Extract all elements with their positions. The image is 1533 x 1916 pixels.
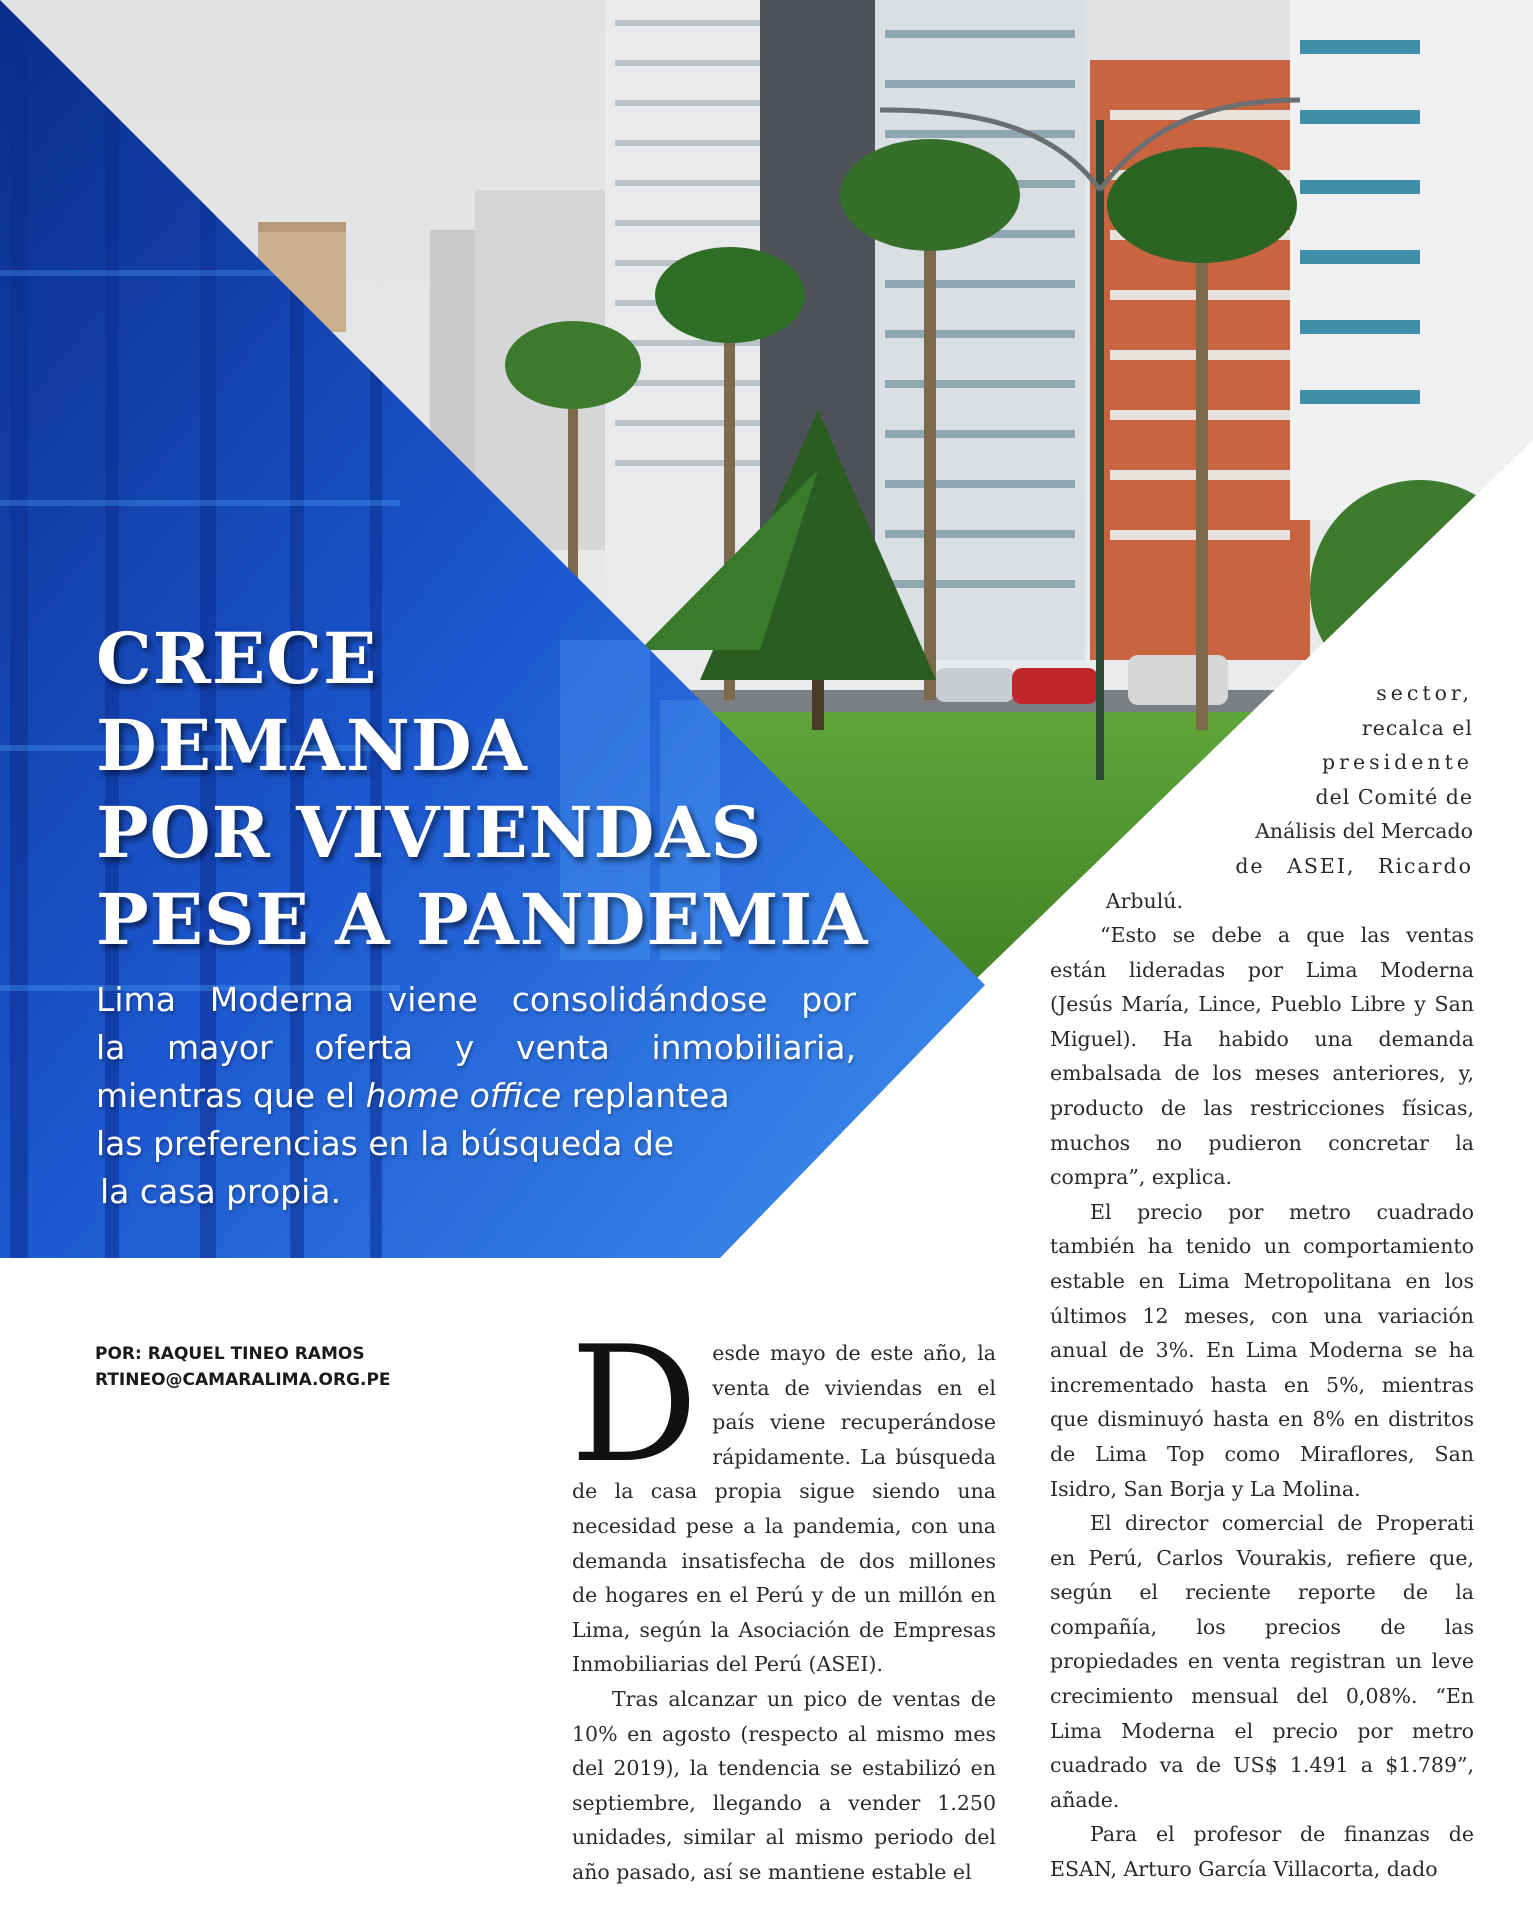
article-column-middle <box>570 1311 996 1890</box>
subtitle-line: Lima Moderna viene consolidándose por <box>96 980 856 1019</box>
diagonal-line: Análisis del Mercado <box>1255 819 1473 844</box>
paragraph: “Esto se debe a que las ventas están lideradas por Lima Moderna (Jesús María, Lince, Pueblo Libre y San Miguel). Ha habido una demanda embalsada de los meses anteriores, y, producto de las restricciones físicas, muchos no pudieron concretar la compra”, explica. <box>1050 923 1474 1190</box>
author-name: POR: RAQUEL TINEO RAMOS <box>95 1344 365 1364</box>
headline-line: CRECE <box>96 617 378 700</box>
paragraph: Para el profesor de finanzas de ESAN, Arturo García Villacorta, dado <box>1050 1822 1474 1882</box>
paragraph: El director comercial de Properati en Perú, Carlos Vourakis, refiere que, según el reciente reporte de la compañía, los precios de las propiedades en venta registran un leve crecimiento mensual del 0,08%. “En Lima Moderna el precio por metro cuadrado va de US$ 1.491 a $1.789”, añade. <box>1050 1511 1474 1812</box>
headline-line: POR VIVIENDAS <box>96 791 763 874</box>
subtitle-line: las preferencias en la búsqueda de <box>96 1124 675 1163</box>
headline-line: DEMANDA <box>96 704 528 787</box>
diagonal-line: recalca el <box>1361 715 1473 740</box>
byline <box>95 1341 391 1393</box>
author-email: RTINEO@CAMARALIMA.ORG.PE <box>95 1370 391 1390</box>
subtitle-line: la mayor oferta y venta inmobiliaria, <box>96 1028 856 1067</box>
headline-line: PESE A PANDEMIA <box>96 878 869 961</box>
drop-cap: D <box>570 1311 699 1498</box>
paragraph: Tras alcanzar un pico de ventas de 10% en agosto (respecto al mismo mes del 2019), la tendencia se estabilizó en septiembre, llegando a vender 1.250 unidades, similar al mismo periodo del año pasado, así se mantiene estable el <box>572 1686 996 1884</box>
diagonal-line: presidente <box>1322 750 1473 775</box>
subtitle-line: mientras que el home office replantea <box>96 1076 730 1115</box>
subtitle-line: la casa propia. <box>100 1172 341 1211</box>
paragraph: Desde mayo de este año, la venta de viviendas en el país viene recuperándose rápidamente. La búsqueda de la casa propia sigue siendo una necesidad pese a la pandemia, con una demanda insatisfecha de dos millones de hogares en el Perú y de un millón en Lima, según la Asociación de Empresas Inmobiliarias del Perú (ASEI). <box>570 1311 996 1677</box>
diagonal-line: del Comité de <box>1315 784 1473 809</box>
subtitle-italic: home office <box>365 1076 562 1115</box>
diagonal-line: sector, <box>1376 681 1473 705</box>
subtitle <box>96 976 856 1216</box>
diagonal-line: de ASEI, Ricardo <box>1235 853 1473 878</box>
diagonal-line: Arbulú. <box>1105 888 1183 913</box>
paragraph: El precio por metro cuadrado también ha tenido un comportamiento estable en Lima Metropolitana en los últimos 12 meses, con una variación anual de 3%. En Lima Moderna se ha incrementado hasta en 5%, mientras que disminuyó hasta en 8% en distritos de Lima Top como Miraflores, San Isidro, San Borja y La Molina. <box>1050 1199 1474 1501</box>
diagonal-text-block <box>933 676 1473 918</box>
right-column-top <box>1050 918 1474 1887</box>
headline <box>96 615 868 963</box>
